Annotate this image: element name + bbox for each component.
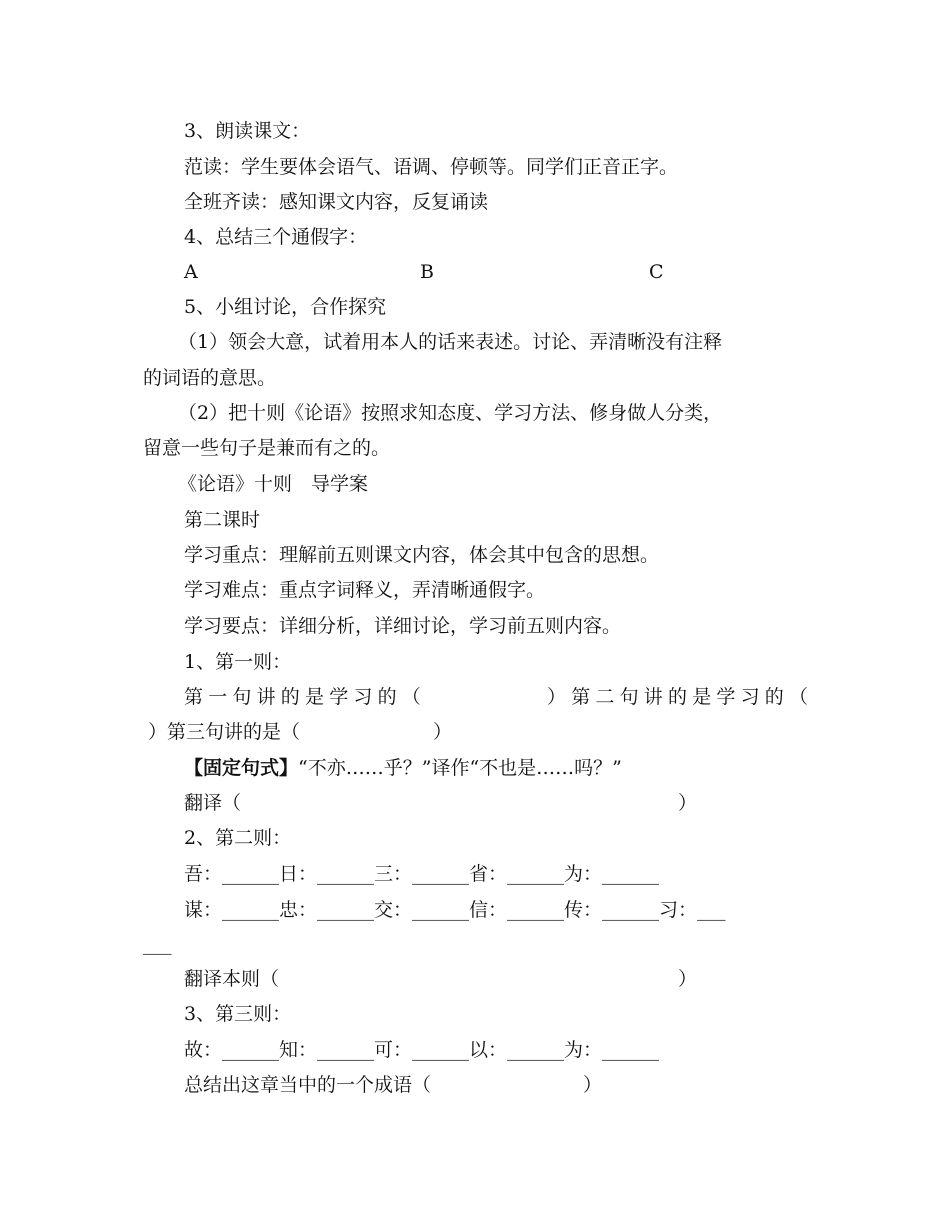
class-reading-line: 全班齐读：感知课文内容，反复诵读 [184,191,489,213]
discussion-item-2-line-2: 留意一些句子是兼而有之的。 [143,437,391,459]
discussion-item-2-line-1: （2）把十则《论语》按照求知态度、学习方法、修身做人分类， [178,402,723,424]
fixed-pattern-line [184,756,622,780]
discussion-item-1-line-1: （1）领会大意，试着用本人的话来表述。讨论、弄清晰没有注释 [178,331,723,353]
fixed-pattern-text: “不亦……乎？”译作“不也是……吗？” [298,757,622,779]
option-c-label: C [649,261,664,283]
part-2-vocab-line-1: 吾：______日：______三：______省：______为：______ [184,863,660,885]
option-b-label: B [420,261,434,283]
part-3-heading: 3、第三则： [184,1003,292,1025]
fixed-pattern-label: 【固定句式】 [184,757,299,779]
lesson-number: 第二课时 [184,509,261,531]
part-3-idiom-line: 总结出这章当中的一个成语（ ） [184,1074,603,1096]
learning-focus: 学习重点：理解前五则课文内容，体会其中包含的思想。 [184,544,660,566]
discussion-item-1-line-2: 的词语的意思。 [143,367,277,389]
part-1-translation: 翻译（ ） [184,792,698,814]
part-1-question-line-2: ）第三句讲的是（ ） [148,721,453,743]
part-2-heading: 2、第二则： [184,827,292,849]
model-reading-line: 范读：学生要体会语气、语调、停顿等。同学们正音正字。 [184,156,679,178]
step-4-heading: 4、总结三个通假字： [184,226,368,248]
part-1-heading: 1、第一则： [184,651,292,673]
part-2-vocab-line-2: 谋：______忠：______交：______信：______传：______习：___ [184,899,726,921]
learning-points: 学习要点：详细分析，详细讨论，学习前五则内容。 [184,615,622,637]
part-3-vocab-line: 故：______知：______可：______以：______为：______ [184,1039,660,1061]
part-2-translation: 翻译本则（ ） [184,968,698,990]
section-title: 《论语》十则 导学案 [178,473,369,495]
step-3-heading: 3、朗读课文： [184,120,311,142]
learning-difficulty: 学习难点：重点字词释义，弄清晰通假字。 [184,579,546,601]
step-5-heading: 5、小组讨论，合作探究 [184,296,387,318]
part-2-vocab-line-3: ___ [143,933,172,955]
option-a-label: A [184,261,198,283]
part-1-question-line-1: 第一句讲的是学习的（ ）第二句讲的是学习的（ [184,686,814,708]
